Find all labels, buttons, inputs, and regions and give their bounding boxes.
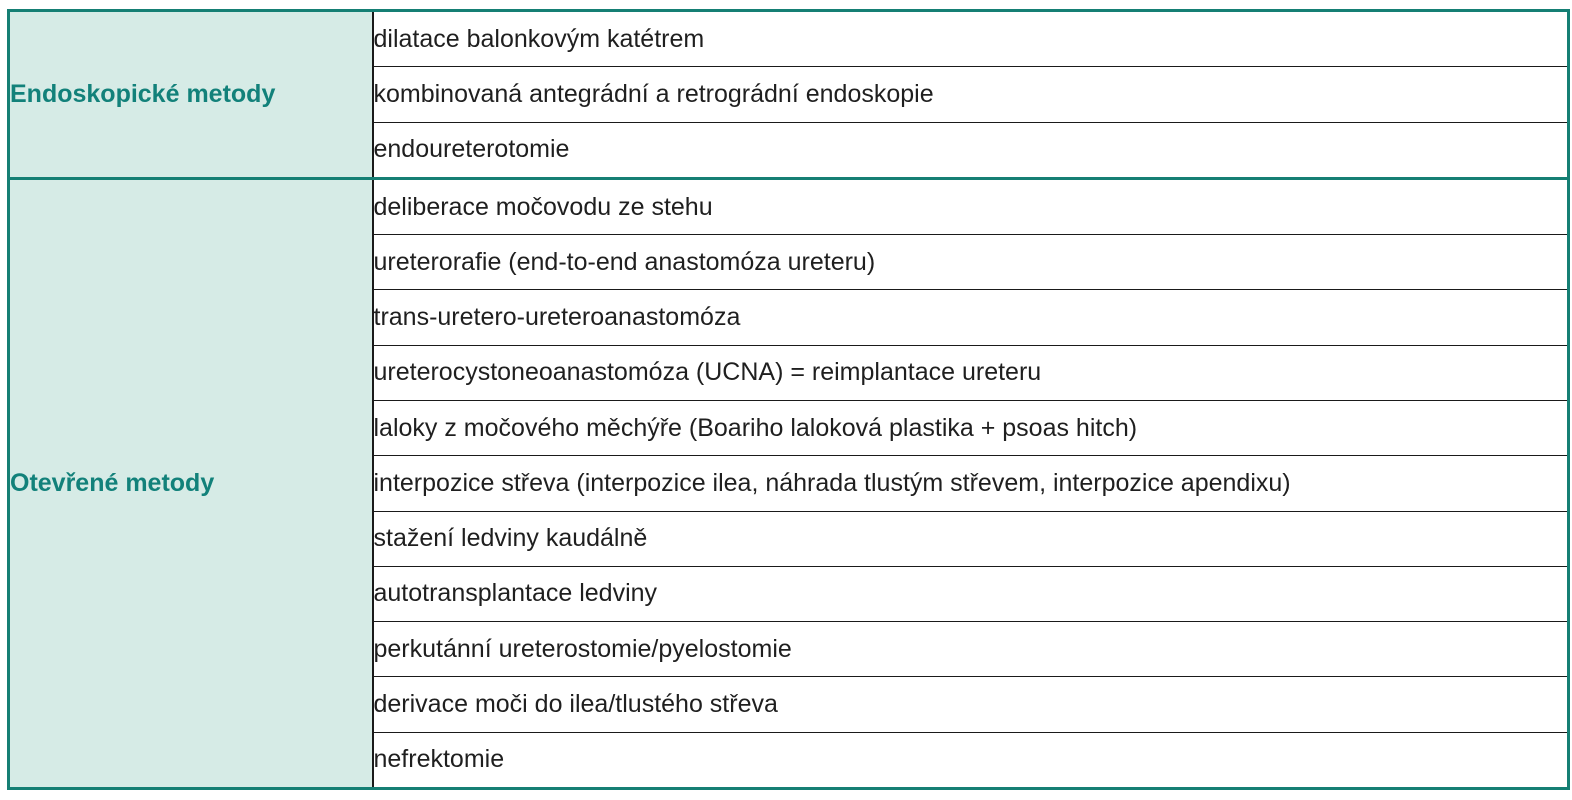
list-item: deliberace močovodu ze stehu [373,178,1569,234]
list-item: nefrektomie [373,745,505,774]
list-item: ureterorafie (end-to-end anastomóza ureteru) [373,235,1569,290]
list-item: kombinovaná antegrádní a retrográdní endoskopie [373,67,1569,122]
group-label-endoscopic: Endoskopické metody [9,11,373,179]
table-row [9,11,1569,67]
list-item: perkutánní ureterostomie/pyelostomie [373,622,1569,677]
list-item: derivace moči do ilea/tlustého střeva [373,677,1569,732]
group-open [9,178,1569,788]
list-item: autotransplantace ledviny [373,566,1569,621]
table-row [9,178,1569,234]
methods-table [7,9,1570,790]
list-item: ureterocystoneoanastomóza (UCNA) = reimplantace ureteru [373,345,1569,400]
list-item: trans-uretero-ureteroanastomóza [373,290,1569,345]
group-endoscopic [9,11,1569,179]
group-label-open: Otevřené metody [9,178,373,788]
list-item: interpozice střeva (interpozice ilea, náhrada tlustým střevem, interpozice apendixu) [373,456,1569,511]
list-item: laloky z močového měchýře (Boariho laloková plastika + psoas hitch) [373,400,1569,455]
list-item: stažení ledviny kaudálně [373,511,1569,566]
list-item: endoureterotomie [373,135,570,164]
list-item: dilatace balonkovým katétrem [373,11,1569,67]
